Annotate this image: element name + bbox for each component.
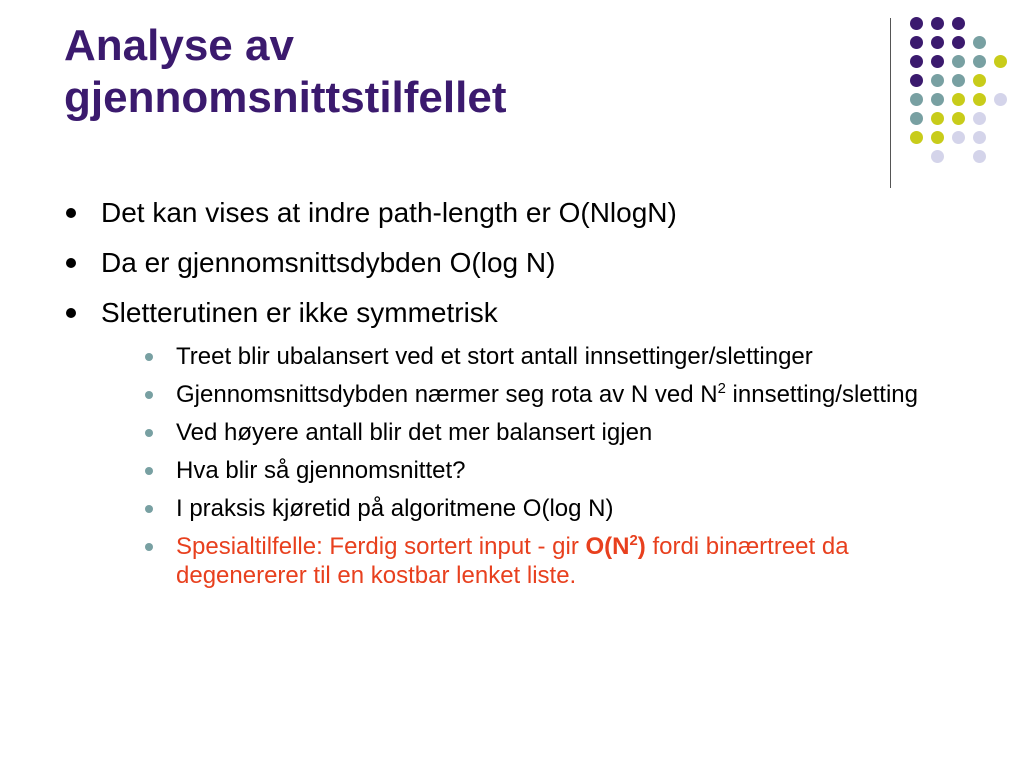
bullet-icon <box>66 258 76 268</box>
sub-bullet-list <box>141 342 964 590</box>
decorative-dot <box>931 74 944 87</box>
decorative-dot <box>952 112 965 125</box>
sub-bullet-text: I praksis kjøretid på algoritmene O(log N) <box>176 495 614 522</box>
complexity-close: ) <box>637 533 646 560</box>
superscript: 2 <box>629 533 638 549</box>
decorative-dot <box>931 131 944 144</box>
decorative-dot <box>931 93 944 106</box>
sub-bullet-text-cont: fordi binærtreet da degenererer til en kostbar lenket liste. <box>176 533 849 589</box>
slide-title-line-1: Analyse av <box>64 21 294 70</box>
complexity-highlight <box>586 533 646 560</box>
decorative-dot <box>973 112 986 125</box>
sub-bullet-item <box>141 456 964 485</box>
sub-bullet-text: Treet blir ubalansert ved et stort antall innsettinger/slettinger <box>176 343 813 370</box>
decorative-dot <box>973 93 986 106</box>
complexity-text: O(N <box>585 533 630 560</box>
sub-bullet-text: Ved høyere antall blir det mer balansert igjen <box>176 419 653 446</box>
decorative-dot <box>973 36 986 49</box>
decorative-dot <box>931 36 944 49</box>
sub-bullet-item <box>141 494 964 523</box>
decorative-dot <box>931 150 944 163</box>
slide-body <box>64 196 964 606</box>
bullet-item <box>64 196 964 230</box>
decorative-dot <box>952 131 965 144</box>
slide-title-line-2: gjennomsnittstilfellet <box>64 73 507 122</box>
sub-bullet-icon <box>145 467 153 475</box>
decorative-dot <box>910 55 923 68</box>
decorative-dot <box>952 55 965 68</box>
decorative-dot <box>952 36 965 49</box>
decorative-dot <box>910 131 923 144</box>
sub-bullet-icon <box>145 429 153 437</box>
decorative-dot <box>931 17 944 30</box>
decorative-dot <box>973 55 986 68</box>
bullet-text: Da er gjennomsnittsdybden O(log N) <box>101 247 556 278</box>
decorative-dot <box>910 36 923 49</box>
sub-bullet-text: Spesialtilfelle: Ferdig sortert input - gir <box>176 533 586 560</box>
decorative-dot <box>973 150 986 163</box>
sub-bullet-item <box>141 418 964 447</box>
decorative-dot <box>952 74 965 87</box>
decorative-dot <box>952 93 965 106</box>
decorative-dot-grid <box>900 12 1010 172</box>
bullet-icon <box>66 208 76 218</box>
decorative-dot <box>994 93 1007 106</box>
bullet-text: Det kan vises at indre path-length er O(NlogN) <box>101 197 677 228</box>
slide-title <box>64 20 824 124</box>
bullet-item <box>64 296 964 590</box>
decorative-dot <box>973 131 986 144</box>
decorative-dot <box>910 74 923 87</box>
bullet-icon <box>66 308 76 318</box>
decorative-dot <box>994 55 1007 68</box>
decorative-dot <box>952 17 965 30</box>
sub-bullet-text-cont: innsetting/sletting <box>725 381 918 408</box>
sub-bullet-item-special-case <box>141 532 964 590</box>
bullet-list <box>64 196 964 590</box>
sub-bullet-text: Hva blir så gjennomsnittet? <box>176 457 466 484</box>
decorative-dot <box>910 17 923 30</box>
sub-bullet-text: Gjennomsnittsdybden nærmer seg rota av N ved N <box>176 381 718 408</box>
decorative-dot <box>931 112 944 125</box>
sub-bullet-item <box>141 380 964 409</box>
decorative-divider-line <box>890 18 891 188</box>
bullet-text: Sletterutinen er ikke symmetrisk <box>101 297 498 328</box>
bullet-item <box>64 246 964 280</box>
decorative-dot <box>973 74 986 87</box>
decorative-dot <box>910 112 923 125</box>
sub-bullet-icon <box>145 505 153 513</box>
sub-bullet-icon <box>145 391 153 399</box>
decorative-dot <box>910 93 923 106</box>
sub-bullet-icon <box>145 353 153 361</box>
sub-bullet-icon <box>145 543 153 551</box>
decorative-dot <box>931 55 944 68</box>
superscript: 2 <box>717 381 726 397</box>
sub-bullet-item <box>141 342 964 371</box>
